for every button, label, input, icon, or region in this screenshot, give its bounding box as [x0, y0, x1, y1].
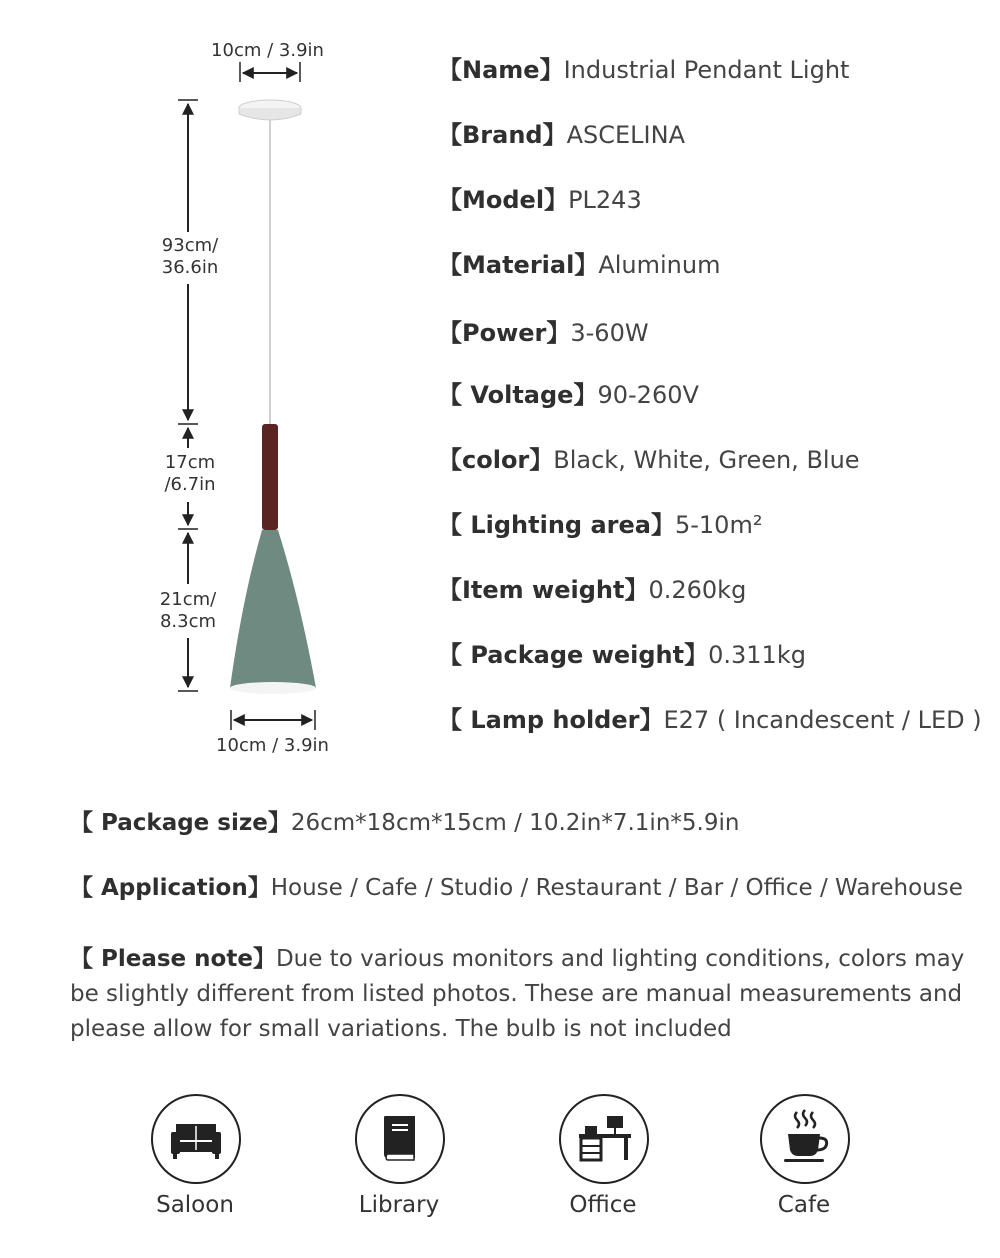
cord-length-label — [140, 235, 240, 279]
cord-length-cm: 93cm/ — [161, 235, 219, 256]
spec-key: 【Name】 — [438, 56, 564, 84]
application-label-office: Office — [569, 1192, 637, 1218]
spec-value: ASCELINA — [566, 121, 685, 149]
spec-brand — [438, 120, 685, 150]
book-icon — [355, 1094, 445, 1184]
spec-value: Black, White, Green, Blue — [553, 446, 860, 474]
spec-material — [438, 250, 720, 280]
spec-value: Industrial Pendant Light — [563, 56, 850, 84]
spec-key: 【 Lighting area】 — [438, 511, 675, 539]
package-size-key: 【 Package size】 — [70, 810, 291, 836]
spec-power — [438, 318, 649, 348]
holder-length-in: /6.7in — [164, 474, 216, 495]
spec-value: 0.311kg — [708, 641, 806, 669]
package-size-value: 26cm*18cm*15cm / 10.2in*7.1in*5.9in — [290, 810, 740, 836]
application-label-library: Library — [358, 1192, 440, 1218]
spec-key: 【color】 — [438, 446, 554, 474]
holder-length-label — [140, 452, 240, 496]
holder-length-cm: 17cm — [164, 452, 216, 473]
application-key: 【 Application】 — [70, 875, 271, 901]
shade-length-in: 8.3cm — [159, 611, 217, 632]
spec-value: 0.260kg — [648, 576, 747, 604]
top-width-label: 10cm / 3.9in — [211, 40, 324, 61]
spec-key: 【Material】 — [438, 251, 599, 279]
please-note-value: Due to various monitors and lighting conditions, colors may be slightly different from listed photos. These are manual measurements and please allow for small variations. The bulb is not included — [70, 946, 965, 1042]
spec-key: 【 Voltage】 — [438, 381, 598, 409]
spec-key: 【 Package weight】 — [438, 641, 709, 669]
spec-package-weight — [438, 640, 806, 670]
please-note — [70, 942, 970, 1047]
spec-key: 【Power】 — [438, 319, 571, 347]
spec-value: PL243 — [568, 186, 642, 214]
spec-key: 【Model】 — [438, 186, 569, 214]
spec-lamp-holder — [438, 705, 982, 735]
spec-model — [438, 185, 642, 215]
sofa-icon — [151, 1094, 241, 1184]
spec-value: E27 ( Incandescent / LED ) — [663, 706, 982, 734]
spec-value: 90-260V — [597, 381, 699, 409]
shade-length-label — [138, 589, 238, 633]
spec-value: 3-60W — [570, 319, 649, 347]
package-size — [70, 808, 739, 838]
pendant-lamp-drawing — [0, 0, 430, 780]
application-value: House / Cafe / Studio / Restaurant / Bar / Office / Warehouse — [270, 875, 963, 901]
please-note-key: 【 Please note】 — [70, 946, 276, 972]
spec-voltage — [438, 380, 699, 410]
cord-length-in: 36.6in — [161, 257, 219, 278]
spec-item-weight — [438, 575, 746, 605]
spec-color — [438, 445, 860, 475]
bottom-width-label: 10cm / 3.9in — [216, 735, 329, 756]
coffee-cup-icon — [760, 1094, 850, 1184]
application-label-saloon: Saloon — [156, 1192, 234, 1218]
application — [70, 873, 963, 903]
shade-length-cm: 21cm/ — [159, 589, 217, 610]
application-label-cafe: Cafe — [777, 1192, 831, 1218]
spec-key: 【 Lamp holder】 — [438, 706, 664, 734]
desk-icon — [559, 1094, 649, 1184]
spec-key: 【Brand】 — [438, 121, 567, 149]
spec-lighting-area — [438, 510, 762, 540]
spec-name — [438, 55, 849, 85]
spec-value: 5-10m² — [674, 511, 763, 539]
spec-key: 【Item weight】 — [438, 576, 649, 604]
spec-value: Aluminum — [598, 251, 721, 279]
